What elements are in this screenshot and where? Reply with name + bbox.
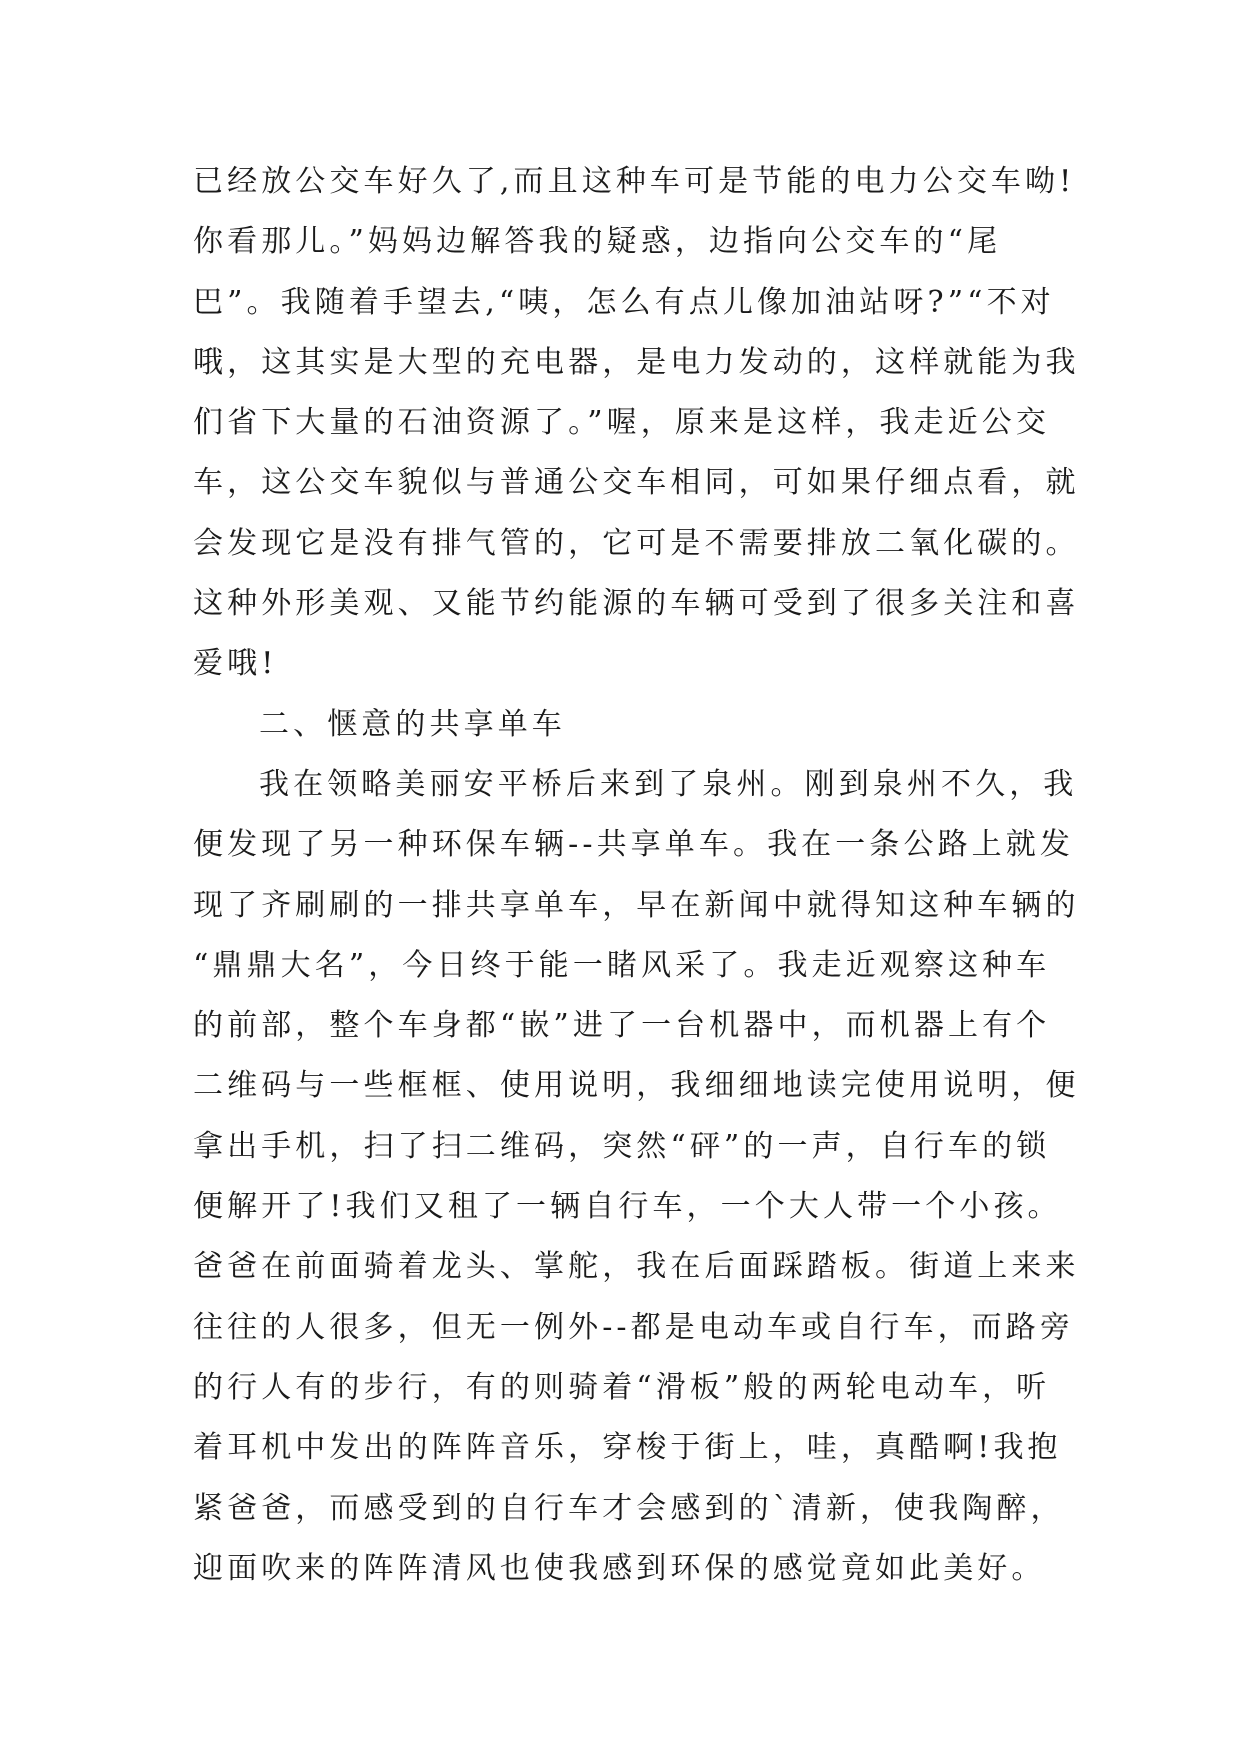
text-line: 已经放公交车好久了,而且这种车可是节能的电力公交车呦! — [193, 164, 1076, 199]
text-line: 哦，这其实是大型的充电器，是电力发动的，这样就能为我 — [193, 344, 1080, 380]
text-line: 这种外形美观、又能节约能源的车辆可受到了很多关注和喜 — [193, 586, 1080, 622]
text-line: “鼎鼎大名”，今日终于能一睹风采了。我走近观察这种车 — [193, 947, 1051, 983]
text-line: 们省下大量的石油资源了。”喔，原来是这样，我走近公交 — [193, 405, 1050, 441]
text-line: 现了齐刷刷的一排共享单车，早在新闻中就得知这种车辆的 — [193, 887, 1080, 923]
text-line: 往往的人很多，但无一例外--都是电动车或自行车，而路旁 — [193, 1309, 1074, 1345]
text-line: 紧爸爸，而感受到的自行车才会感到的`清新，使我陶醉， — [193, 1490, 1065, 1526]
text-line: 你看那儿。”妈妈边解答我的疑惑，边指向公交车的“尾 — [193, 224, 1002, 260]
text-line: 的前部，整个车身都“嵌”进了一台机器中，而机器上有个 — [193, 1008, 1051, 1044]
text-line: 会发现它是没有排气管的，它可是不需要排放二氧化碳的。 — [193, 525, 1080, 561]
text-line: 拿出手机，扫了扫二维码，突然“砰”的一声，自行车的锁 — [193, 1128, 1051, 1164]
text-line: 爱哦! — [193, 646, 278, 682]
text-line: 便解开了!我们又租了一辆自行车，一个大人带一个小孩。 — [193, 1189, 1062, 1225]
text-line: 迎面吹来的阵阵清风也使我感到环保的感觉竟如此美好。 — [193, 1550, 1046, 1586]
text-line: 车，这公交车貌似与普通公交车相同，可如果仔细点看，就 — [193, 465, 1080, 501]
text-line: 便发现了另一种环保车辆--共享单车。我在一条公路上就发 — [193, 827, 1074, 863]
text-line: 爸爸在前面骑着龙头、掌舵，我在后面踩踏板。街道上来来 — [193, 1249, 1080, 1285]
text-line: 巴”。我随着手望去,“咦，怎么有点儿像加油站呀?”“不对 — [193, 284, 1055, 320]
section-heading: 二、惬意的共享单车 — [259, 706, 566, 742]
document-body — [193, 152, 1093, 1599]
text-line: 着耳机中发出的阵阵音乐，穿梭于街上，哇，真酷啊!我抱 — [193, 1430, 1062, 1466]
text-line: 我在领略美丽安平桥后来到了泉州。刚到泉州不久，我 — [259, 766, 1078, 802]
text-line: 的行人有的步行，有的则骑着“滑板”般的两轮电动车，听 — [193, 1369, 1051, 1405]
text-line: 二维码与一些框框、使用说明，我细细地读完使用说明，便 — [193, 1068, 1080, 1104]
